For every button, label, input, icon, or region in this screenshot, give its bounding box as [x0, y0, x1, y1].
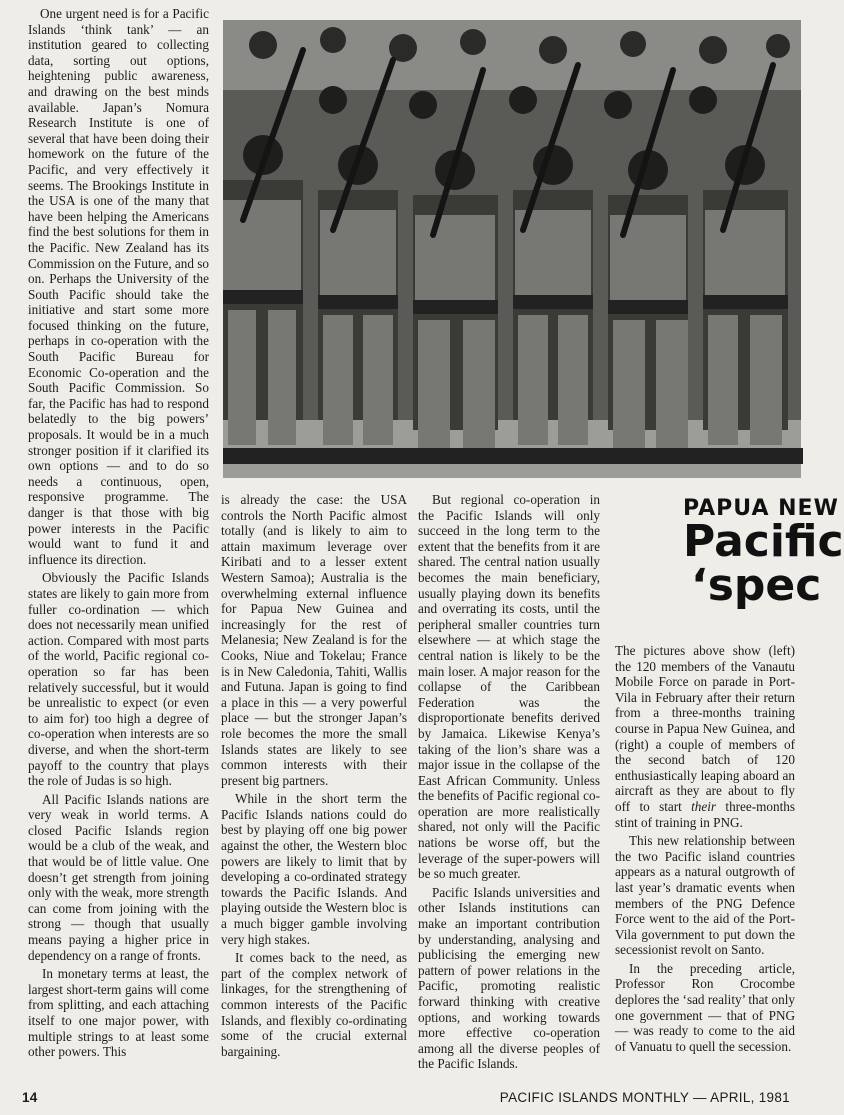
page-footer	[20, 1090, 790, 1110]
headline	[683, 516, 844, 611]
article-column-1	[28, 6, 209, 1060]
article-column-2	[221, 492, 407, 1059]
article-column-3	[418, 492, 600, 1072]
paragraph: But regional co-operation in the Pacific Islands will only succeed in the long term to the extent that the benefits from it are shared. The central nation usually becomes the main beneficiary, usually playing down its benefits and overrating its costs, until the peripheral smaller countries turn elsewhere — at which stage the central nation is likely to be the main loser. A major reason for the collapse of the Caribbean Federation was the disproportionate benefits derived by Jamaica. Likewise Kenya’s taking of the lion’s share was a major issue in the collapse of the East African Community. Unless the benefits of Pacific regional co-operation are more realistically shared, not only will the Pacific nations be worse off, but the leverage of the super-powers will be so much greater.	[418, 492, 600, 882]
paragraph: This new relationship between the two Pacific island countries appears as a natural outgrowth of last year’s dramatic events when members of the PNG Defence Force went to the aid of the Port-Vila government to put down the secessionist revolt on Santo.	[615, 833, 795, 958]
headline-line-2: ‘spec	[691, 560, 822, 611]
caption-paragraph	[615, 643, 795, 830]
caption-text-end: three-months stint of training in PNG.	[615, 798, 795, 830]
paragraph: In monetary terms at least, the largest short-term gains will come from splitting, and each attaching itself to one major power, with multiple strings to at least some other powers. This	[28, 966, 209, 1060]
caption-emphasis: their	[691, 798, 717, 814]
page-number: 14	[22, 1090, 38, 1105]
paragraph: One urgent need is for a Pacific Islands ‘think tank’ — an institution geared to collecting data, sorting out options, heightening public awareness, and drawing on the best minds available. Japan’s Nomura Research Institute is one of several that have been doing their homework on the future of the Pacific, and very effectively it seems. The Brookings Institute in the USA is one of the many that have been helping the Americans find the best solutions for them in the Pacific. New Zealand has its Commission on the Future, and so on. Perhaps the University of the South Pacific should take the initiative and start some more focused thinking on the future, perhaps in co-operation with the South Pacific Bureau for Economic Co-operation and the South Pacific Commission. So far, the Pacific has had to respond belatedly to the big powers’ proposals. It would be in a much stronger position if it clarified its own options — and to do so needs a continuous, open, responsive programme. The danger is that those with big power interests in the Pacific would want to fund it and influence its direction.	[28, 6, 209, 567]
headline-line-1: Pacific	[683, 516, 844, 567]
paragraph: Pacific Islands universities and other Islands institutions can make an important contribution by understanding, analysing and publicising the emerging new pattern of power relations in the Pacific, promoting realistic forward thinking with creative options, and working towards more effective co-operation among all the diverse peoples of the Pacific Islands.	[418, 884, 600, 1072]
marching-soldiers-photo	[223, 20, 801, 478]
paragraph: is already the case: the USA controls the North Pacific almost totally (and is likely to aim to attain maximum leverage over Kiribati and to a lesser extent Western Samoa); Australia is the overwhelming external influence for Papua New Guinea and increasingly for the rest of Melanesia; New Zealand is for the Cooks, Niue and Tokelau; France is in New Caledonia, Tahiti, Wallis and Futuna. Japan is going to find a place in this — a very powerful place — but the stronger Japan’s role becomes the more the small Islands states are likely to see common interests with their present big partners.	[221, 492, 407, 788]
article-column-4	[615, 643, 795, 1054]
paragraph: Obviously the Pacific Islands states are likely to gain more from fuller co-ordination — which does not necessarily mean unified action. Compared with most parts of the world, Pacific regional co-operation so far has been relatively successful, but it would be unrealistic to expect (or even to aim for) too high a degree of co-operation when interests are so diverse, and when the short-term payoff to the country that plays the role of Judas is so high.	[28, 570, 209, 789]
paragraph: In the preceding article, Professor Ron Crocombe deplores the ‘sad reality’ that only one government — that of PNG — was ready to come to the aid of Vanuatu to quell the secession.	[615, 960, 795, 1054]
paragraph: While in the short term the Pacific Islands nations could do best by playing off one big power against the other, the Western bloc powers are likely to limit that by developing a co-ordinated strategy towards the Pacific Islands. And playing outside the Western bloc is a much bigger gamble involving very high stakes.	[221, 791, 407, 947]
caption-text: The pictures above show (left) the 120 members of the Vanautu Mobile Force on parade in Port-Vila in February after their return from a three-months training course in Papua New Guinea, and (right) a couple of members of the second batch of 120 enthusiastically leaping aboard an aircraft as they are about to fly off to start	[615, 643, 795, 814]
section-kicker: PAPUA NEW	[683, 496, 839, 521]
paragraph: It comes back to the need, as part of the complex network of linkages, for the strengthening of common interests of the Pacific Islands, and flexibly co-ordinating some of the crucial external bargaining.	[221, 950, 407, 1059]
masthead: PACIFIC ISLANDS MONTHLY — APRIL, 1981	[499, 1090, 790, 1105]
photo-illustration	[223, 20, 801, 478]
paragraph: All Pacific Islands nations are very weak in world terms. A closed Pacific Islands region would be a club of the weak, and that would be of little value. One doesn’t get strength from joining only with the weak, more strength can come from joining with the strong — though that usually means paying a higher price in dependency on a range of fronts.	[28, 791, 209, 963]
